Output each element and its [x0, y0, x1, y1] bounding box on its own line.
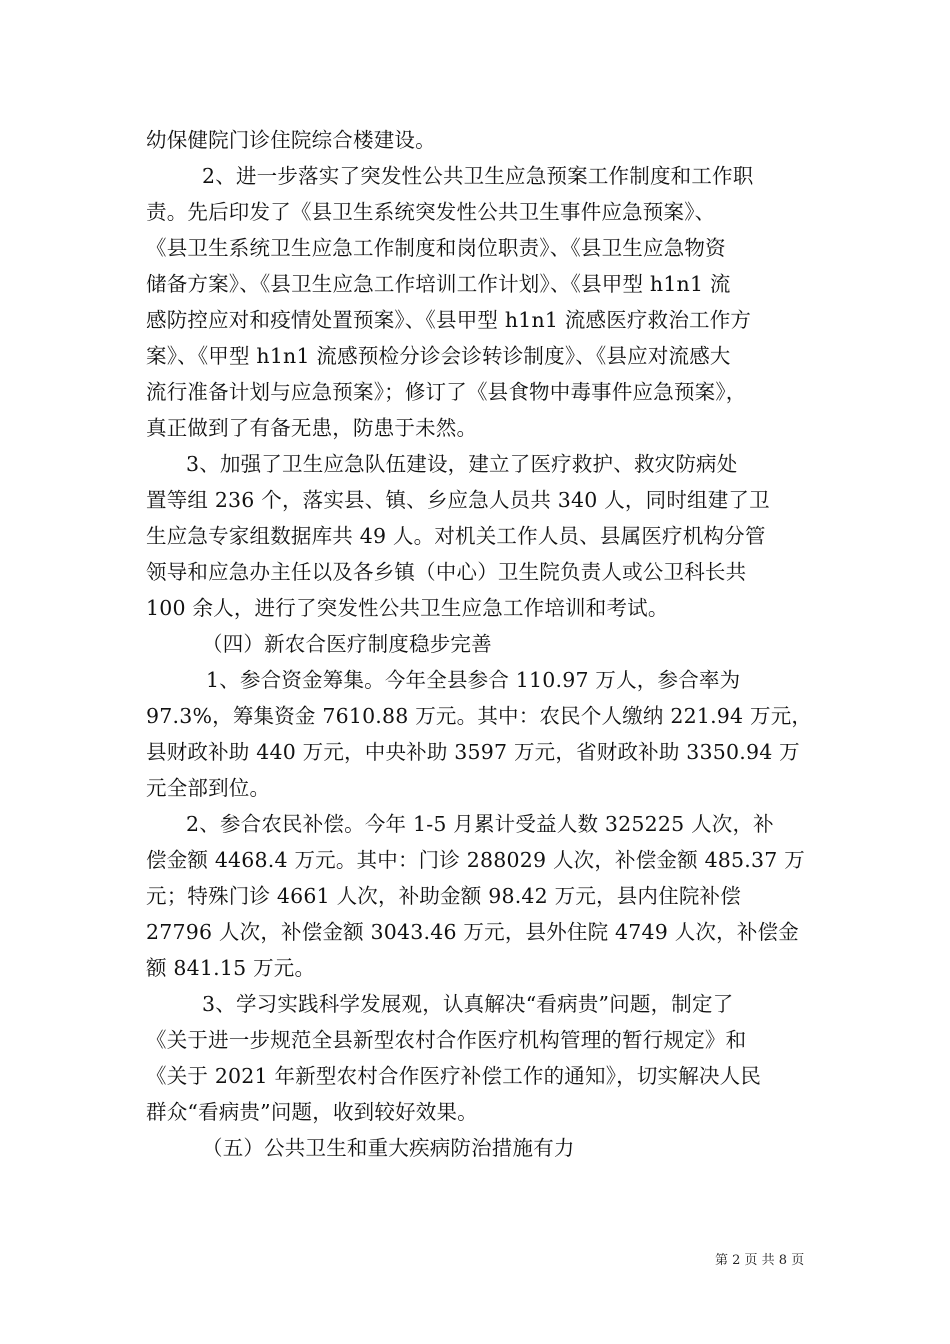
- text-line: 储备方案》、《县卫生应急工作培训工作计划》、《县甲型 h1n1 流: [146, 272, 731, 296]
- text-line: 27796 人次，补偿金额 3043.46 万元，县外住院 4749 人次，补偿金: [146, 920, 799, 944]
- text-line: 2、参合农民补偿。今年 1-5 月累计受益人数 325225 人次，补: [186, 812, 774, 836]
- text-line: 100 余人，进行了突发性公共卫生应急工作培训和考试。: [146, 596, 669, 620]
- text-line: 《关于进一步规范全县新型农村合作医疗机构管理的暂行规定》和: [146, 1028, 747, 1052]
- text-line: 生应急专家组数据库共 49 人。对机关工作人员、县属医疗机构分管: [146, 524, 766, 548]
- text-line: 额 841.15 万元。: [146, 956, 316, 980]
- section-heading: （五）公共卫生和重大疾病防治措施有力: [202, 1136, 575, 1160]
- text-line: 县财政补助 440 万元，中央补助 3597 万元，省财政补助 3350.94 万: [146, 740, 800, 764]
- text-line: 元；特殊门诊 4661 人次，补助金额 98.42 万元，县内住院补偿: [146, 884, 741, 908]
- text-line: 真正做到了有备无患，防患于未然。: [146, 416, 478, 440]
- text-line: 置等组 236 个，落实县、镇、乡应急人员共 340 人，同时组建了卫: [146, 488, 770, 512]
- text-line: 3、学习实践科学发展观，认真解决“看病贵”问题，制定了: [202, 992, 734, 1016]
- text-line: 幼保健院门诊住院综合楼建设。: [146, 128, 436, 152]
- text-line: 《关于 2021 年新型农村合作医疗补偿工作的通知》，切实解决人民: [146, 1064, 762, 1088]
- text-line: 97.3%，筹集资金 7610.88 万元。其中：农民个人缴纳 221.94 万元，: [146, 704, 813, 728]
- text-line: 《县卫生系统卫生应急工作制度和岗位职责》、《县卫生应急物资: [146, 236, 726, 260]
- page-number: 第 2 页 共 8 页: [715, 1253, 805, 1268]
- text-line: 流行准备计划与应急预案》；修订了《县食物中毒事件应急预案》，: [146, 380, 747, 404]
- text-line: 偿金额 4468.4 万元。其中：门诊 288029 人次，补偿金额 485.37 万: [146, 848, 805, 872]
- text-line: 感防控应对和疫情处置预案》、《县甲型 h1n1 流感医疗救治工作方: [146, 308, 752, 332]
- section-heading: （四）新农合医疗制度稳步完善: [202, 632, 492, 656]
- text-line: 2、进一步落实了突发性公共卫生应急预案工作制度和工作职: [202, 164, 754, 188]
- text-line: 责。先后印发了《县卫生系统突发性公共卫生事件应急预案》、: [146, 200, 716, 224]
- text-line: 3、加强了卫生应急队伍建设，建立了医疗救护、救灾防病处: [186, 452, 738, 476]
- text-line: 案》、《甲型 h1n1 流感预检分诊会诊转诊制度》、《县应对流感大: [146, 344, 731, 368]
- text-line: 元全部到位。: [146, 776, 271, 800]
- text-line: 群众“看病贵”问题，收到较好效果。: [146, 1100, 478, 1124]
- text-line: 1、参合资金筹集。今年全县参合 110.97 万人，参合率为: [206, 668, 741, 692]
- text-line: 领导和应急办主任以及各乡镇（中心）卫生院负责人或公卫科长共: [146, 560, 747, 584]
